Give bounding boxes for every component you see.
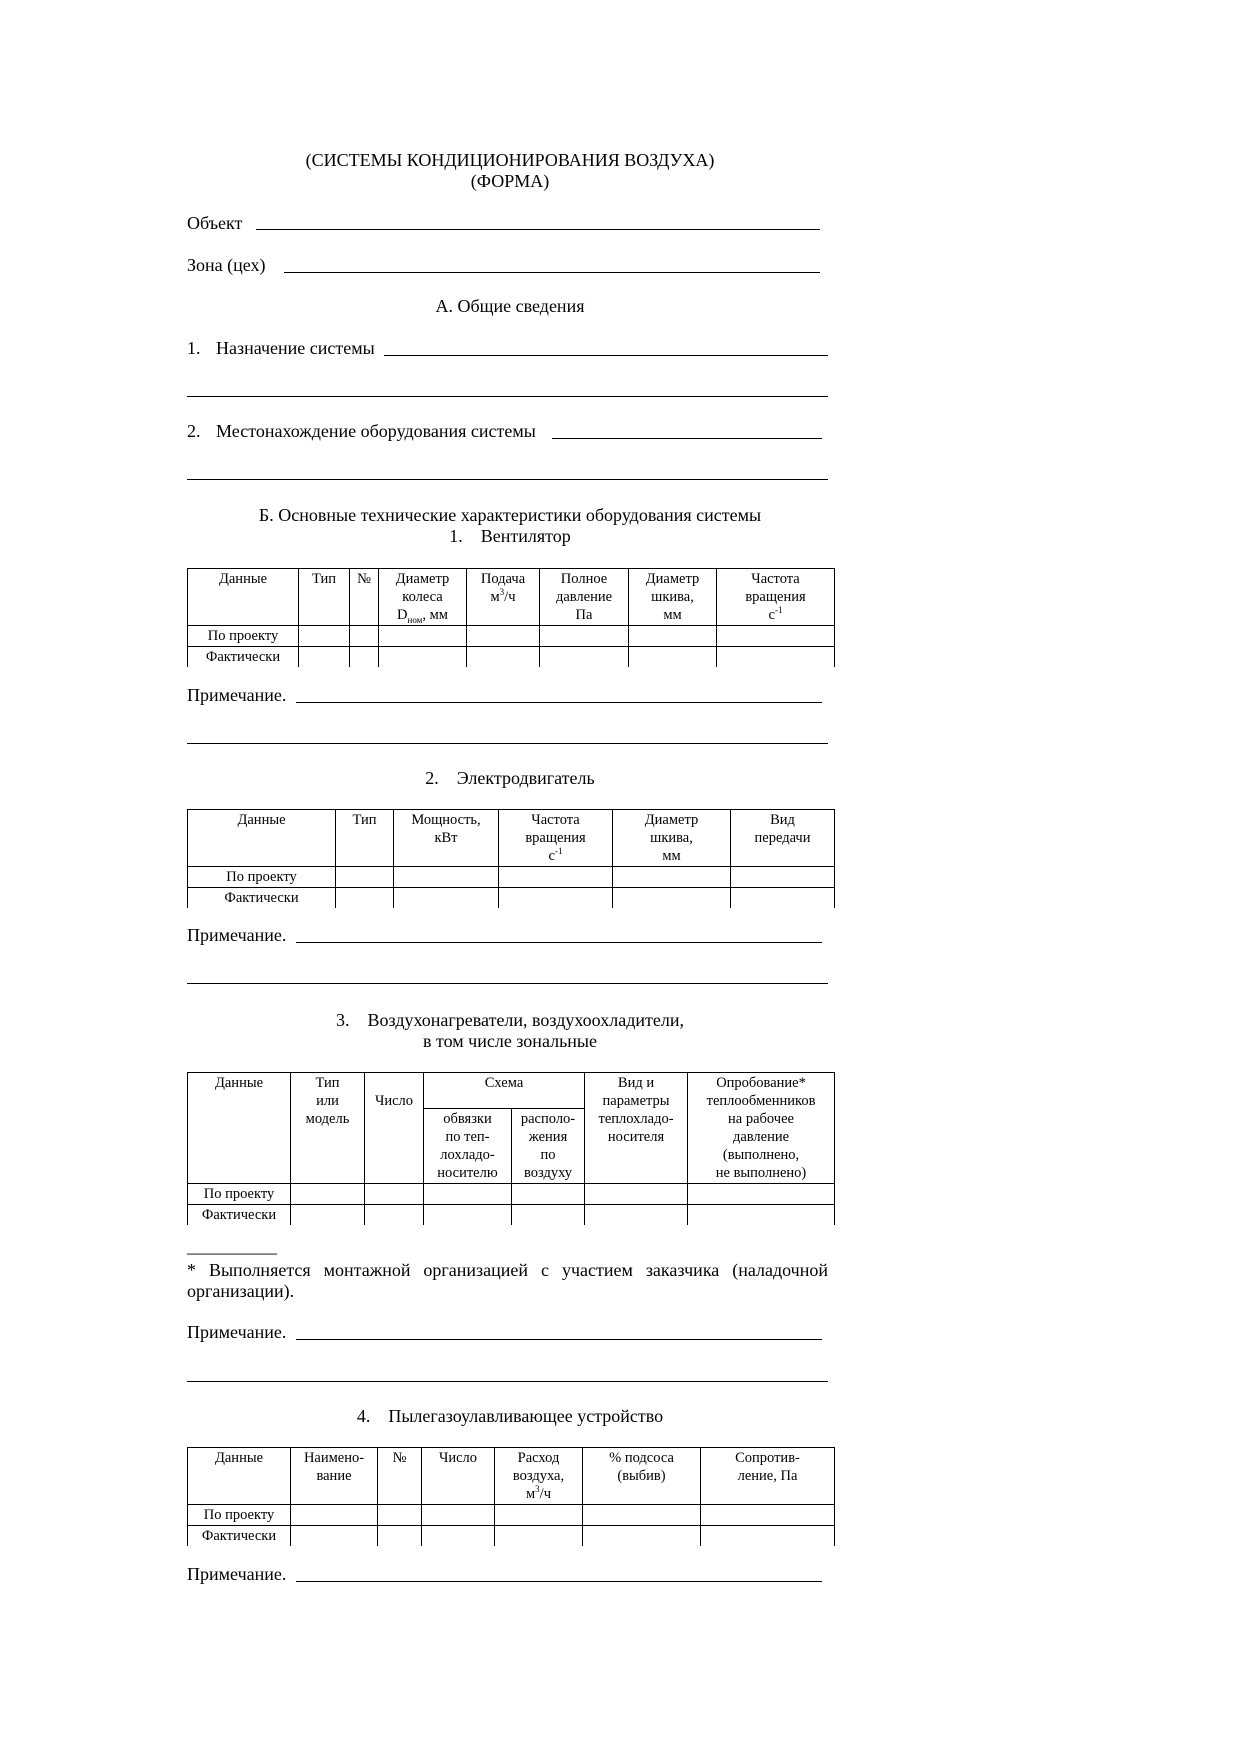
item2-number: 2. xyxy=(187,421,201,441)
heaters-header-tie xyxy=(424,1109,512,1184)
dust-air-sup: 3 xyxy=(535,1484,540,1495)
motor-header-power xyxy=(394,810,499,867)
table-cell[interactable] xyxy=(495,1526,583,1547)
motor-header-type: Тип xyxy=(336,810,394,867)
table-cell[interactable] xyxy=(291,1184,365,1205)
heaters-loc-l4: воздуху xyxy=(523,1165,573,1181)
heaters-header-params xyxy=(585,1073,688,1184)
dust-air-l2: воздуха, xyxy=(512,1468,565,1484)
table-cell[interactable] xyxy=(336,888,394,909)
heaters-header-scheme: Схема xyxy=(424,1073,585,1109)
object-label: Объект xyxy=(187,213,243,233)
motor-title: Электродвигатель xyxy=(456,768,595,788)
heaters-test-l3: на рабочее xyxy=(728,1111,794,1127)
motor-drive-l1: Вид xyxy=(770,812,795,828)
heaters-loc-l3: по xyxy=(540,1147,556,1163)
section-b-title: Б. Основные технические характеристики оборудования системы xyxy=(258,505,762,525)
dust-suction-l2: (выбив) xyxy=(617,1468,666,1484)
fan-header-data: Данные xyxy=(188,569,299,626)
table-cell[interactable] xyxy=(688,1184,835,1205)
dust-suction-l1: % подсоса xyxy=(609,1450,674,1466)
dust-air-m: м xyxy=(525,1486,536,1502)
table-cell[interactable] xyxy=(299,647,350,668)
dust-header-name xyxy=(291,1448,378,1505)
heaters-type-l2: или xyxy=(316,1093,339,1109)
heaters-test-l2: теплообменников xyxy=(706,1093,816,1109)
fan-header-pulley xyxy=(629,569,717,626)
fan-pulley-l3: мм xyxy=(663,607,682,623)
fan-table xyxy=(187,568,835,667)
zone-field[interactable] xyxy=(284,272,820,273)
dust-name-l1: Наимено- xyxy=(303,1450,365,1466)
dust-resist-l1: Сопротив- xyxy=(735,1450,800,1466)
table-cell[interactable] xyxy=(378,1526,422,1547)
heaters-note-field[interactable] xyxy=(296,1339,822,1340)
table-cell[interactable] xyxy=(291,1205,365,1226)
table-cell[interactable] xyxy=(701,1505,835,1526)
table-cell[interactable] xyxy=(629,626,717,647)
table-cell[interactable] xyxy=(613,888,731,909)
motor-header-pulley xyxy=(613,810,731,867)
object-field[interactable] xyxy=(256,229,820,230)
fan-freq-l2: вращения xyxy=(745,589,806,605)
motor-pulley-l2: шкива, xyxy=(650,830,693,846)
location-field-cont[interactable] xyxy=(187,479,828,480)
motor-row-actual: Фактически xyxy=(188,888,336,909)
table-cell[interactable] xyxy=(422,1505,495,1526)
motor-drive-l2: передачи xyxy=(754,830,811,846)
dust-resist-l2: ление, Па xyxy=(737,1468,798,1484)
table-cell[interactable] xyxy=(378,1505,422,1526)
item1-number: 1. xyxy=(187,338,201,358)
table-cell[interactable] xyxy=(540,647,629,668)
fan-press-l1: Полное xyxy=(560,571,608,587)
dust-note-label: Примечание. xyxy=(187,1564,287,1584)
fan-freq-sup: -1 xyxy=(774,605,783,616)
fan-note-field-cont[interactable] xyxy=(187,743,828,744)
dust-header-resistance xyxy=(701,1448,835,1505)
table-cell[interactable] xyxy=(585,1205,688,1226)
table-cell[interactable] xyxy=(717,647,835,668)
heaters-param-l3: теплохладо- xyxy=(598,1111,674,1127)
dust-table xyxy=(187,1447,835,1546)
motor-note-field-cont[interactable] xyxy=(187,983,828,984)
motor-row-project: По проекту xyxy=(188,867,336,888)
fan-header-pressure xyxy=(540,569,629,626)
heaters-test-l5: (выполнено, xyxy=(722,1147,800,1163)
fan-row-actual: Фактически xyxy=(188,647,299,668)
heaters-heading xyxy=(0,1010,1020,1031)
heaters-header-type xyxy=(291,1073,365,1184)
heaters-row-project: По проекту xyxy=(188,1184,291,1205)
table-cell[interactable] xyxy=(350,647,379,668)
fan-flow-l1: Подача xyxy=(480,571,526,587)
table-cell[interactable] xyxy=(701,1526,835,1547)
fan-header-wheel-diameter xyxy=(379,569,467,626)
dust-header-number: № xyxy=(378,1448,422,1505)
heaters-header-count: Число xyxy=(365,1073,424,1184)
footnote-text: * Выполняется монтажной организацией с участием заказчика (наладочной xyxy=(187,1260,828,1280)
fan-diam-unit: , мм xyxy=(422,607,448,623)
table-cell[interactable] xyxy=(731,867,835,888)
table-cell[interactable] xyxy=(688,1205,835,1226)
dust-number: 4. xyxy=(356,1406,371,1426)
table-cell[interactable] xyxy=(379,626,467,647)
table-cell[interactable] xyxy=(540,626,629,647)
section-a-title: А. Общие сведения xyxy=(435,296,585,316)
table-cell[interactable] xyxy=(379,647,467,668)
motor-table xyxy=(187,809,835,908)
dust-air-unit: /ч xyxy=(539,1486,551,1502)
table-cell[interactable] xyxy=(467,647,540,668)
table-row xyxy=(188,1505,835,1526)
table-cell[interactable] xyxy=(585,1184,688,1205)
heaters-param-l2: параметры xyxy=(602,1093,670,1109)
heaters-type-l1: Тип xyxy=(315,1075,340,1091)
fan-row-project: По проекту xyxy=(188,626,299,647)
dust-header-airflow xyxy=(495,1448,583,1505)
motor-power-l2: кВт xyxy=(434,830,458,846)
dust-header-data: Данные xyxy=(188,1448,291,1505)
motor-note-field[interactable] xyxy=(296,942,822,943)
table-cell[interactable] xyxy=(350,626,379,647)
table-cell[interactable] xyxy=(424,1205,512,1226)
table-cell[interactable] xyxy=(495,1505,583,1526)
purpose-field[interactable] xyxy=(384,355,828,356)
fan-flow-sup: 3 xyxy=(499,587,505,598)
heaters-title-cont: в том числе зональные xyxy=(422,1031,597,1051)
motor-heading xyxy=(0,768,1020,789)
heaters-header-location xyxy=(512,1109,585,1184)
table-cell[interactable] xyxy=(394,888,499,909)
table-cell[interactable] xyxy=(299,626,350,647)
fan-pulley-l1: Диаметр xyxy=(645,571,700,587)
motor-pulley-l1: Диаметр xyxy=(644,812,699,828)
table-row xyxy=(188,626,835,647)
table-cell[interactable] xyxy=(583,1526,701,1547)
heaters-loc-l2: жения xyxy=(528,1129,568,1145)
table-cell[interactable] xyxy=(291,1526,378,1547)
heaters-header-test xyxy=(688,1073,835,1184)
fan-note-label: Примечание. xyxy=(187,685,287,705)
motor-header-data: Данные xyxy=(188,810,336,867)
motor-freq-l1: Частота xyxy=(531,812,580,828)
dust-header-count: Число xyxy=(422,1448,495,1505)
table-cell[interactable] xyxy=(291,1505,378,1526)
fan-diam-l1: Диаметр xyxy=(395,571,450,587)
dust-header-suction xyxy=(583,1448,701,1505)
fan-diam-d: D xyxy=(397,607,408,623)
table-row xyxy=(188,1526,835,1547)
table-cell[interactable] xyxy=(629,647,717,668)
heaters-param-l1: Вид и xyxy=(617,1075,655,1091)
dust-note-field[interactable] xyxy=(296,1581,822,1582)
footnote-rule: __________ xyxy=(187,1236,277,1256)
table-cell[interactable] xyxy=(365,1184,424,1205)
table-cell[interactable] xyxy=(731,888,835,909)
dust-heading xyxy=(0,1406,1020,1427)
table-cell[interactable] xyxy=(336,867,394,888)
motor-freq-sup: -1 xyxy=(554,846,563,857)
motor-power-l1: Мощность, xyxy=(411,812,481,828)
heaters-tie-l1: обвязки xyxy=(443,1111,492,1127)
motor-header-drive xyxy=(731,810,835,867)
heaters-note-field-cont[interactable] xyxy=(187,1381,828,1382)
fan-press-l2: давление xyxy=(555,589,613,605)
heaters-row-actual: Фактически xyxy=(188,1205,291,1226)
motor-number: 2. xyxy=(425,768,439,788)
table-cell[interactable] xyxy=(613,867,731,888)
table-cell[interactable] xyxy=(512,1184,585,1205)
location-field[interactable] xyxy=(552,438,822,439)
fan-diam-l2: колеса xyxy=(402,589,443,605)
dust-air-l1: Расход xyxy=(517,1450,560,1466)
heaters-number: 3. xyxy=(336,1010,350,1030)
purpose-field-cont[interactable] xyxy=(187,396,828,397)
heaters-test-l1: Опробование* xyxy=(716,1075,806,1091)
item2-label: Местонахождение оборудования системы xyxy=(216,421,536,441)
heaters-test-l6: не выполнено) xyxy=(715,1165,807,1181)
heaters-header-data: Данные xyxy=(188,1073,291,1184)
fan-header-type: Тип xyxy=(299,569,350,626)
table-row xyxy=(188,647,835,668)
motor-note-label: Примечание. xyxy=(187,925,287,945)
table-row xyxy=(188,1184,835,1205)
heaters-tie-l4: носителю xyxy=(437,1165,498,1181)
footnote-text-cont: организации). xyxy=(187,1281,295,1301)
heaters-type-l3: модель xyxy=(305,1111,350,1127)
heaters-tie-l2: по теп- xyxy=(445,1129,490,1145)
zone-label: Зона (цех) xyxy=(187,255,266,275)
heaters-title: Воздухонагреватели, воздухоохладители, xyxy=(367,1010,684,1030)
table-cell[interactable] xyxy=(499,888,613,909)
fan-freq-c: с xyxy=(768,607,775,623)
fan-note-field[interactable] xyxy=(296,702,822,703)
heaters-note-label: Примечание. xyxy=(187,1322,287,1342)
motor-pulley-l3: мм xyxy=(662,848,681,864)
motor-header-frequency xyxy=(499,810,613,867)
table-row xyxy=(188,867,835,888)
fan-header-flow xyxy=(467,569,540,626)
table-cell[interactable] xyxy=(583,1505,701,1526)
table-row xyxy=(188,888,835,909)
motor-freq-c: с xyxy=(548,848,555,864)
fan-title: Вентилятор xyxy=(480,526,571,546)
table-cell[interactable] xyxy=(499,867,613,888)
form-subtitle: (ФОРМА) xyxy=(470,171,550,191)
fan-pulley-l2: шкива, xyxy=(651,589,694,605)
dust-name-l2: вание xyxy=(316,1468,352,1484)
fan-flow-unit: /ч xyxy=(504,589,516,605)
item1-label: Назначение системы xyxy=(216,338,375,358)
fan-flow-m: м xyxy=(490,589,500,605)
heaters-tie-l3: лохладо- xyxy=(440,1147,495,1163)
dust-title: Пылегазоулавливающее устройство xyxy=(388,1406,664,1426)
dust-row-actual: Фактически xyxy=(188,1526,291,1547)
heaters-loc-l1: располо- xyxy=(520,1111,576,1127)
fan-number: 1. xyxy=(449,526,463,546)
fan-freq-l1: Частота xyxy=(751,571,800,587)
table-cell[interactable] xyxy=(365,1205,424,1226)
fan-header-number: № xyxy=(350,569,379,626)
fan-heading xyxy=(0,526,1020,547)
table-cell[interactable] xyxy=(394,867,499,888)
table-cell[interactable] xyxy=(467,626,540,647)
table-row xyxy=(188,1205,835,1226)
heaters-param-l4: носителя xyxy=(607,1129,665,1145)
motor-freq-l2: вращения xyxy=(525,830,586,846)
fan-header-frequency xyxy=(717,569,835,626)
fan-diam-sub: ном xyxy=(407,614,423,625)
table-cell[interactable] xyxy=(512,1205,585,1226)
form-title: (СИСТЕМЫ КОНДИЦИОНИРОВАНИЯ ВОЗДУХА) xyxy=(305,150,715,170)
table-cell[interactable] xyxy=(422,1526,495,1547)
table-cell[interactable] xyxy=(424,1184,512,1205)
table-cell[interactable] xyxy=(717,626,835,647)
fan-press-l3: Па xyxy=(575,607,593,623)
heaters-table xyxy=(187,1072,835,1225)
heaters-test-l4: давление xyxy=(732,1129,790,1145)
dust-row-project: По проекту xyxy=(188,1505,291,1526)
